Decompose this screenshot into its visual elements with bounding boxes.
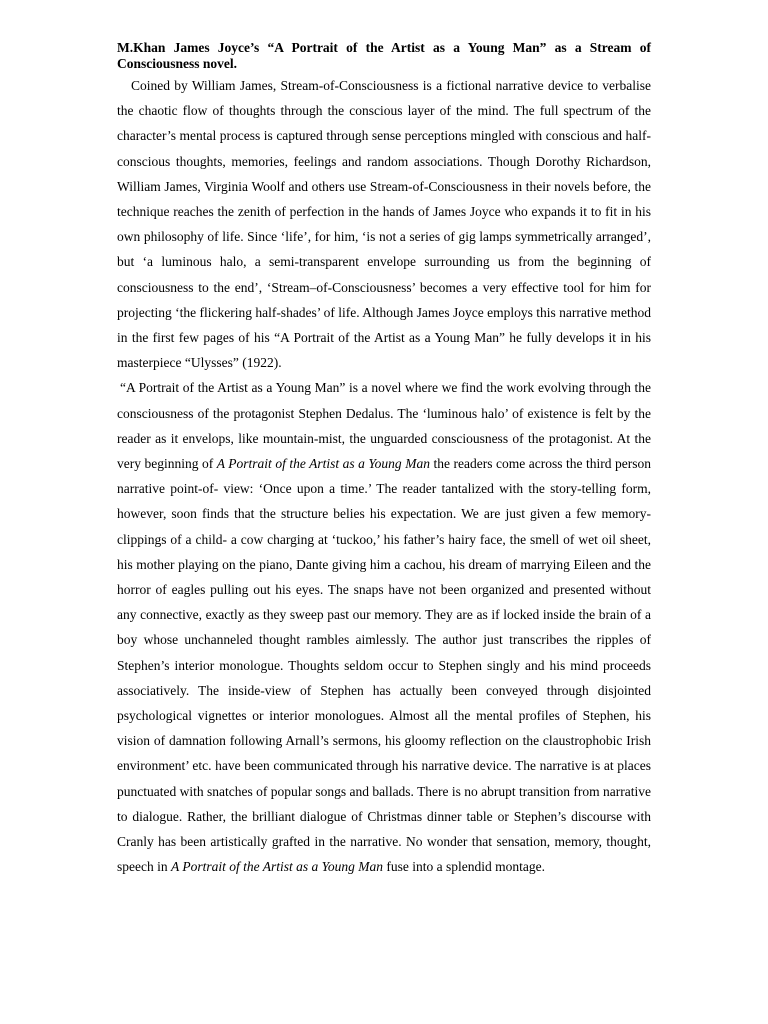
paragraph-2-text-3: fuse into a splendid montage. (383, 859, 545, 875)
paragraph-2-text-1: “A Portrait of the Artist as a Young Man” is a novel where we find the work evolving through the consciousness of the protagonist Stephen Dedalus. The ‘luminous halo’ of existence is felt by the reader as it envelops, like mountain-mist, the unguarded consciousness of the protagonist. At the very beginning of (117, 380, 651, 472)
paragraph-2-italic-title-1: A Portrait of the Artist as a Young Man (216, 456, 430, 472)
paragraph-1: Coined by William James, Stream-of-Consciousness is a fictional narrative device to verbalise the chaotic flow of thoughts through the conscious layer of the mind. The full spectrum of the character’s mental process is captured through sense perceptions mingled with conscious and half-conscious thoughts, memories, feelings and random associations. Though Dorothy Richardson, William James, Virginia Woolf and others use Stream-of-Consciousness in their novels before, the technique reaches the zenith of perfection in the hands of James Joyce who expands it to fit in his own philosophy of life. Since ‘life’, for him, ‘is not a series of gig lamps symmetrically arranged’, but ‘a luminous halo, a semi-transparent envelope surrounding us from the beginning of consciousness to the end’, ‘Stream–of-Consciousness’ becomes a very effective tool for him for projecting ‘the flickering half-shades’ of life. Although James Joyce employs this narrative method in the first few pages of his “A Portrait of the Artist as a Young Man” he fully develops it in his masterpiece “Ulysses” (1922). (117, 78, 651, 371)
paragraph-2-text-2: the readers come across the third person narrative point-of- view: ‘Once upon a time.’ The reader tantalized with the story-telling form, however, soon finds that the structure belies his expectation. We are just given a few memory-clippings of a child- a cow charging at ‘tuckoo,’ his father’s hairy face, the smell of wet oil sheet, his mother playing on the piano, Dante giving him a cachou, his dream of marrying Eileen and the horror of eagles pulling out his eyes. The snaps have not been organized and presented without any connective, exactly as they sweep past our memory. They are as if locked inside the brain of a boy whose unchanneled thought rambles aimlessly. The author just transcribes the ripples of Stephen’s interior monologue. Thoughts seldom occur to Stephen singly and his mind proceeds associatively. The inside-view of Stephen has actually been conveyed through disjointed psychological vignettes or interior monologues. Almost all the mental profiles of Stephen, his vision of damnation following Arnall’s sermons, his gloomy reflection on the claustrophobic Irish environment’ etc. have been communicated through his narrative device. The narrative is at places punctuated with snatches of popular songs and ballads. There is no abrupt transition from narrative to dialogue. Rather, the brilliant dialogue of Christmas dinner table or Stephen’s discourse with Cranly has been artistically grafted in the narrative. No wonder that sensation, memory, thought, speech in (117, 456, 651, 875)
document-title: M.Khan James Joyce’s “A Portrait of the Artist as a Young Man” as a Stream of Consciousness novel. (117, 40, 651, 71)
paragraph-2 (117, 375, 651, 879)
document-page (117, 40, 651, 880)
paragraph-2-italic-title-2: A Portrait of the Artist as a Young Man (170, 859, 384, 875)
